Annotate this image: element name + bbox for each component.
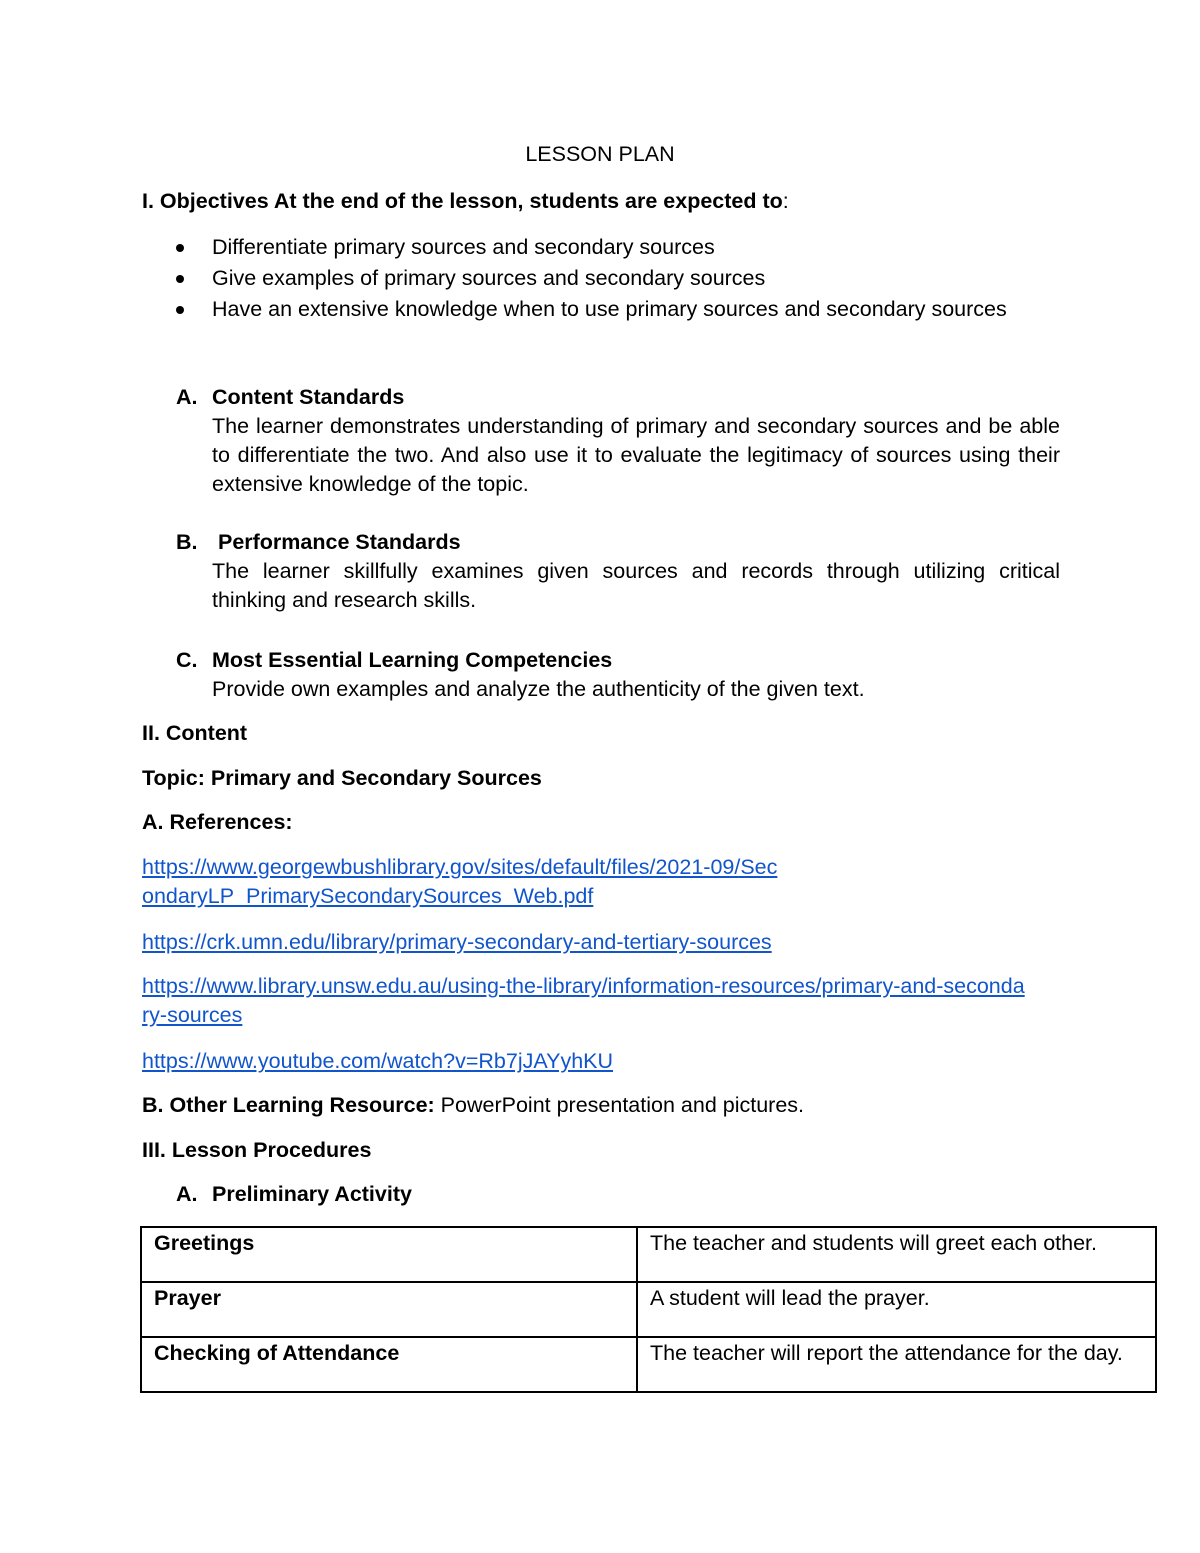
activity-cell: Checking of Attendance xyxy=(141,1337,637,1392)
preliminary-activity-heading xyxy=(176,1182,412,1207)
description-cell: The teacher and students will greet each other. xyxy=(637,1227,1156,1282)
bullet-icon xyxy=(176,275,184,283)
objectives-list xyxy=(176,232,1060,325)
objective-item xyxy=(176,263,1060,293)
bullet-icon xyxy=(176,244,184,252)
description-cell: The teacher will report the attendance for the day. xyxy=(637,1337,1156,1392)
content-standards-section xyxy=(176,382,1060,499)
section-body: Provide own examples and analyze the authenticity of the given text. xyxy=(212,677,865,701)
section-heading xyxy=(176,382,1060,412)
section-letter: A. xyxy=(176,385,198,409)
section-title: Preliminary Activity xyxy=(212,1182,412,1206)
objective-text: Differentiate primary sources and secondary sources xyxy=(212,235,715,259)
bullet-icon xyxy=(176,306,184,314)
table-row xyxy=(141,1282,1156,1337)
activity-cell: Greetings xyxy=(141,1227,637,1282)
other-resource-line xyxy=(142,1093,804,1118)
section-body: The learner skillfully examines given sources and records through utilizing critical thinking and research skills. xyxy=(212,559,1060,612)
reference-link[interactable]: https://www.georgewbushlibrary.gov/sites/default/files/2021-09/SecondaryLP_PrimarySecondarySources_Web.pdf xyxy=(142,855,778,908)
section-letter: B. xyxy=(176,530,198,554)
reference-link[interactable]: https://www.library.unsw.edu.au/using-the-library/information-resources/primary-and-secondary-sources xyxy=(142,974,1025,1027)
section-title: Performance Standards xyxy=(212,530,461,554)
competencies-section xyxy=(176,645,1060,704)
reference-link[interactable]: https://crk.umn.edu/library/primary-secondary-and-tertiary-sources xyxy=(142,930,772,954)
objectives-heading-text: I. Objectives At the end of the lesson, students are expected to xyxy=(142,189,783,213)
objective-text: Have an extensive knowledge when to use primary sources and secondary sources xyxy=(212,297,1007,321)
document-title: LESSON PLAN xyxy=(525,142,675,166)
objectives-heading xyxy=(142,189,789,214)
section-heading xyxy=(176,527,1060,557)
section-letter: C. xyxy=(176,648,198,672)
performance-standards-section xyxy=(176,527,1060,615)
content-heading: II. Content xyxy=(142,721,248,745)
objective-text: Give examples of primary sources and secondary sources xyxy=(212,266,766,290)
table-row xyxy=(141,1337,1156,1392)
other-resource-label: B. Other Learning Resource: xyxy=(142,1093,435,1117)
section-letter: A. xyxy=(176,1182,198,1206)
table-row xyxy=(141,1227,1156,1282)
objectives-heading-colon: : xyxy=(782,189,789,213)
procedures-heading: III. Lesson Procedures xyxy=(142,1138,372,1162)
section-title: Most Essential Learning Competencies xyxy=(212,648,613,672)
objective-item xyxy=(176,294,1060,324)
references-heading: A. References: xyxy=(142,810,293,834)
preliminary-activity-table xyxy=(140,1226,1157,1393)
section-body: The learner demonstrates understanding of primary and secondary sources and be able to differentiate the two. And also use it to evaluate the legitimacy of sources using their extensive knowledge of the topic. xyxy=(212,414,1060,496)
topic-line: Topic: Primary and Secondary Sources xyxy=(142,766,542,790)
other-resource-value: PowerPoint presentation and pictures. xyxy=(434,1093,805,1117)
section-title: Content Standards xyxy=(212,385,405,409)
description-cell: A student will lead the prayer. xyxy=(637,1282,1156,1337)
section-heading xyxy=(176,645,1060,675)
objective-item xyxy=(176,232,1060,262)
activity-cell: Prayer xyxy=(141,1282,637,1337)
reference-link[interactable]: https://www.youtube.com/watch?v=Rb7jJAYyhKU xyxy=(142,1049,614,1073)
